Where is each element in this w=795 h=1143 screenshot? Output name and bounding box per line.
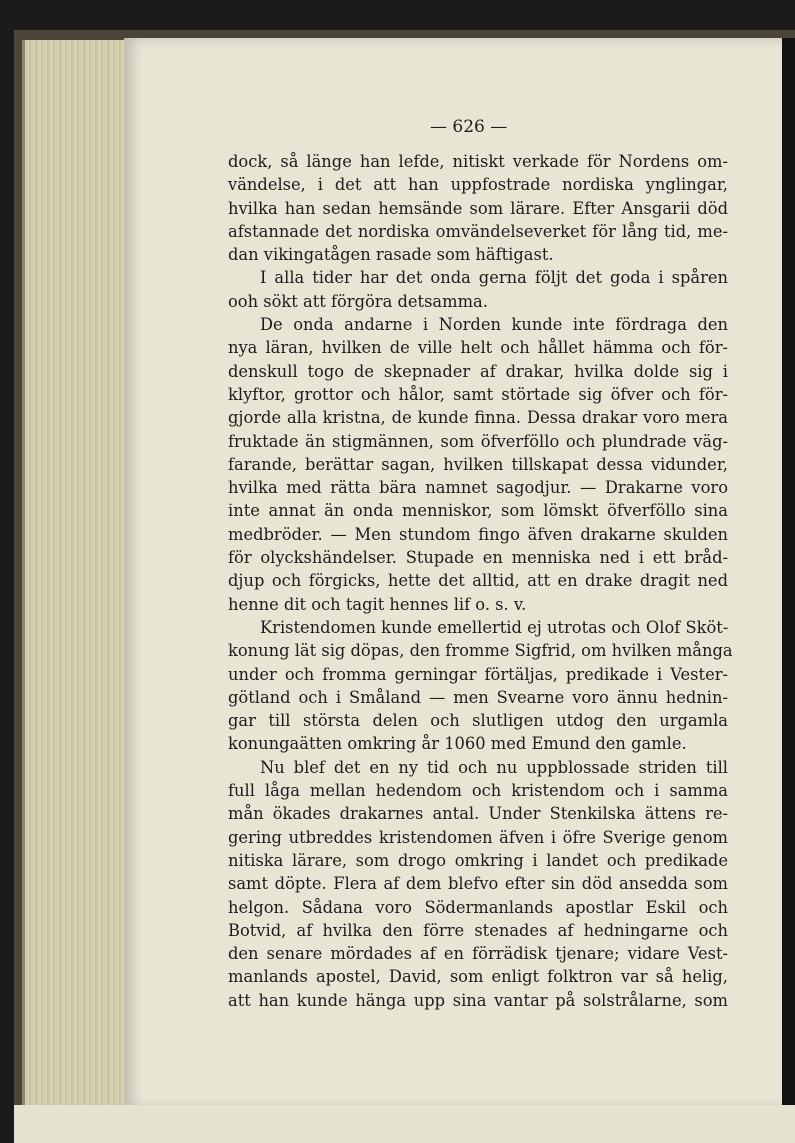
bottom-edge bbox=[14, 1105, 795, 1143]
text-line: dan vikingatågen rasade som häftigast. bbox=[228, 245, 554, 265]
text-line: dock, så länge han lefde, nitiskt verkade för Nordens om- bbox=[228, 152, 728, 171]
text-line: götland och i Småland — men Svearne voro ännu hednin- bbox=[228, 687, 728, 707]
text-line: den senare mördades af en förrädisk tjenare; vidare Vest- bbox=[228, 944, 728, 964]
text-line: hvilka han sedan hemsände som lärare. Efter Ansgarii död bbox=[228, 198, 728, 218]
text-line: medbröder. — Men stundom fingo äfven drakarne skulden bbox=[228, 524, 728, 544]
text-line: gering utbreddes kristendomen äfven i öfre Sverige genom bbox=[228, 827, 728, 847]
page-number: — 626 — bbox=[430, 117, 508, 137]
text-line: helgon. Sådana voro Södermanlands apostlar Eskil och bbox=[228, 897, 728, 917]
text-line: vändelse, i det att han uppfostrade nordiska ynglingar, bbox=[228, 175, 728, 195]
text-line: under och fromma gerningar förtäljas, predikade i Vester- bbox=[228, 664, 728, 684]
text-line: gjorde alla kristna, de kunde finna. Dessa drakar voro mera bbox=[228, 408, 728, 428]
text-line: konungaätten omkring år 1060 med Emund den gamle. bbox=[228, 734, 687, 754]
text-line: att han kunde hänga upp sina vantar på solstrålarne, som bbox=[228, 990, 728, 1010]
text-line: Botvid, af hvilka den förre stenades af hedningarne och bbox=[228, 920, 728, 940]
text-line: Kristendomen kunde emellertid ej utrotas och Olof Sköt- bbox=[260, 617, 729, 637]
text-line: inte annat än onda menniskor, som lömskt öfverföllo sina bbox=[228, 501, 728, 521]
text-line: gar till största delen och slutligen utdog den urgamla bbox=[228, 711, 728, 731]
body-text bbox=[228, 150, 733, 1012]
page-edges bbox=[22, 40, 135, 1105]
text-line: afstannade det nordiska omvändelseverket för lång tid, me- bbox=[228, 221, 728, 241]
text-line: nitiska lärare, som drogo omkring i landet och predikade bbox=[228, 850, 728, 870]
text-line: hvilka med rätta bära namnet sagodjur. — Drakarne voro bbox=[228, 478, 728, 498]
text-line: denskull togo de skepnader af drakar, hvilka dolde sig i bbox=[228, 361, 728, 381]
text-line: ooh sökt att förgöra detsamma. bbox=[228, 291, 488, 311]
text-line: I alla tider har det onda gerna följt det goda i spåren bbox=[260, 268, 728, 288]
text-line: farande, berättar sagan, hvilken tillskapat dessa vidunder, bbox=[228, 454, 728, 474]
text-line: mån ökades drakarnes antal. Under Stenkilska ättens re- bbox=[228, 804, 728, 824]
text-line: samt döpte. Flera af dem blefvo efter sin död ansedda som bbox=[228, 874, 728, 894]
text-line: nya läran, hvilken de ville helt och hållet hämma och för- bbox=[228, 338, 728, 358]
text-line: djup och förgicks, hette det alltid, att en drake dragit ned bbox=[228, 571, 728, 591]
text-line: full låga mellan hedendom och kristendom och i samma bbox=[228, 781, 728, 801]
text-line: De onda andarne i Norden kunde inte fördraga den bbox=[260, 315, 728, 335]
text-line: henne dit och tagit hennes lif o. s. v. bbox=[228, 594, 527, 614]
text-line: konung lät sig döpas, den fromme Sigfrid, om hvilken många bbox=[228, 641, 733, 661]
text-line: manlands apostel, David, som enligt folktron var så helig, bbox=[228, 967, 728, 987]
text-line: Nu blef det en ny tid och nu uppblossade striden till bbox=[260, 757, 728, 777]
text-line: klyftor, grottor och hålor, samt störtade sig öfver och för- bbox=[228, 384, 728, 404]
text-line: för olyckshändelser. Stupade en menniska ned i ett bråd- bbox=[228, 548, 728, 568]
text-line: fruktade än stigmännen, som öfverföllo och plundrade väg- bbox=[228, 431, 728, 451]
right-edge bbox=[782, 38, 795, 1143]
